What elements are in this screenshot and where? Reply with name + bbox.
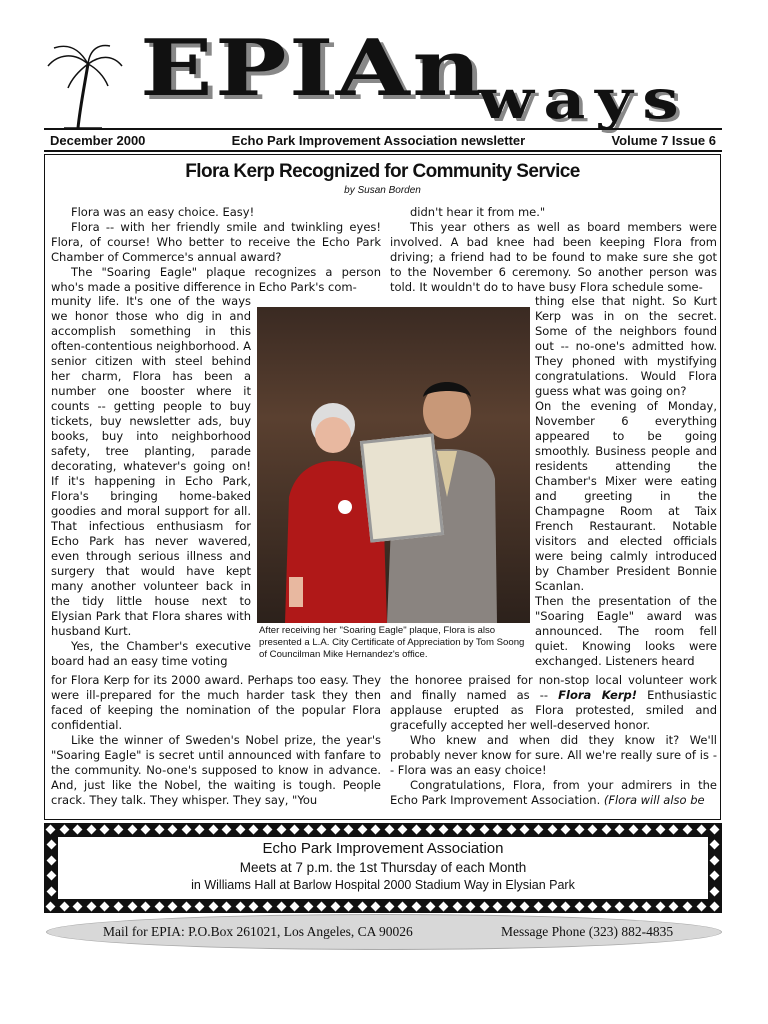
contact-bar: [46, 914, 722, 950]
issue-info-bar: [44, 128, 722, 152]
paragraph: Then the presentation of the "Soaring Eagle" award was announced. The room fell quiet. Knowing looks were exchanged. Listeners heard: [535, 594, 717, 668]
paragraph: Who knew and when did they know it? We'll probably never know for sure. All we're really sure of is -- Flora was an easy choice!: [390, 733, 717, 777]
meeting-banner: [44, 823, 722, 913]
mailing-address: Mail for EPIA: P.O.Box 261021, Los Angeles, CA 90026: [103, 924, 413, 939]
association-name: Echo Park Improvement Association: [262, 840, 504, 857]
continued-note: (Flora will also be: [603, 793, 705, 807]
palm-tree-icon: [44, 42, 124, 130]
masthead-title-small: ways: [478, 67, 689, 131]
article-headline: Flora Kerp Recognized for Community Service: [185, 161, 580, 182]
meeting-info: [58, 837, 708, 899]
article-byline: by Susan Borden: [344, 185, 421, 196]
diamond-border-top: [44, 824, 722, 835]
left-column-bottom: [51, 673, 381, 808]
paragraph: thing else that night. So Kurt Kerp was in on the secret. Some of the neighbors found out -- no-one's admitted how. They phoned with mystifying congratulations. Would Flora guess what was going on?: [535, 294, 717, 398]
meeting-location: in Williams Hall at Barlow Hospital 2000 Stadium Way in Elysian Park: [191, 878, 575, 892]
paragraph: Like the winner of Sweden's Nobel prize, the year's "Soaring Eagle" is secret until announced with fanfare to the community. No-one's supposed to know in advance. And, just like the Nobel, the waiting is tough. People crack. They talk. They whisper. They say, "You: [51, 733, 381, 807]
photo-caption: After receiving her "Soaring Eagle" plaque, Flora is also presented a L.A. City Certificate of Appreciation by Tom Soong of Councilman Mike Hernandez's office.: [257, 623, 530, 663]
right-column-wrap: [535, 294, 717, 669]
masthead: [0, 0, 768, 130]
right-column-top: [390, 205, 717, 295]
diamond-border-left: [46, 837, 57, 899]
paragraph: [390, 778, 717, 808]
newsletter-org: Echo Park Improvement Association newsletter: [231, 132, 526, 148]
left-column-top: [51, 205, 381, 295]
article-box: [44, 154, 721, 820]
text-run: Enthusiastic applause erupted as Flora protested, smiled and gracefully accepted her well-deserved honor.: [390, 688, 717, 732]
paragraph: Flora was an easy choice. Easy!: [71, 205, 255, 219]
meeting-time: Meets at 7 p.m. the 1st Thursday of each Month: [239, 860, 527, 875]
diamond-border-bottom: [44, 901, 722, 912]
paragraph: for Flora Kerp for its 2000 award. Perhaps too easy. They were ill-prepared for the much harder task they then faced of keeping the nomination of the popular Flora confidential.: [51, 673, 381, 732]
issue-date: December 2000: [50, 132, 146, 148]
masthead-title-big: EPIAn: [140, 23, 484, 114]
award-photo: [257, 307, 530, 623]
paragraph: didn't hear it from me.": [410, 205, 546, 219]
paragraph: Yes, the Chamber's executive board had an easy time voting: [51, 639, 251, 668]
certificate-plaque: [360, 433, 444, 542]
paragraph: The "Soaring Eagle" plaque recognizes a person who's made a positive difference in Echo Park's com-: [51, 265, 381, 294]
issue-volume: Volume 7 Issue 6: [611, 132, 716, 148]
paragraph: Flora -- with her friendly smile and twinkling eyes! Flora, of course! Who better to receive the Echo Park Chamber of Commerce's annual award?: [51, 220, 381, 264]
paragraph: [390, 673, 717, 733]
paragraph: munity life. It's one of the ways we honor those who dig in and accomplish something in this often-contentious neighborhood. A senior citizen with steel behind her charm, Flora has been a number one booster where it counts -- getting people to buy tickets, buy newsletter ads, buy books, buy into neighborhood safety, tree planting, parade decorating, whatever's going on! If it's happening in Echo Park, Flora's bringing home-baked goodies and moral support for all. That infectious enthusiasm for Echo Park has never wavered, even through serious illness and surgery that would have kept many another volunteer back in the tidy little house next to Elysian Park that Flora shares with husband Kurt.: [51, 294, 251, 638]
diamond-border-right: [709, 837, 720, 899]
text-run: the honoree praised for non-stop local volunteer work and finally named as --: [390, 673, 717, 702]
honoree-name: Flora Kerp!: [558, 688, 637, 702]
message-phone: Message Phone (323) 882-4835: [501, 924, 674, 939]
paragraph: This year others as well as board members were involved. A bad knee had been keeping Flora from driving; a friend had to be found to make sure she got to the November 6 ceremony. So another person was told. It wouldn't do to have busy Flora schedule some-: [390, 220, 717, 294]
text-run: Congratulations, Flora, from your admirers in the Echo Park Improvement Association.: [390, 778, 717, 807]
right-column-bottom: [390, 673, 717, 808]
paragraph: On the evening of Monday, November 6 everything appeared to be going smoothly. Business people and residents attending the Chamber's Mixer were eating and greeting in the Champagne Room at Taix French Restaurant. Notable visitors and elected officials were being calmly introduced by Chamber President Bonnie Scanlan.: [535, 399, 717, 593]
left-column-wrap: [51, 294, 251, 669]
